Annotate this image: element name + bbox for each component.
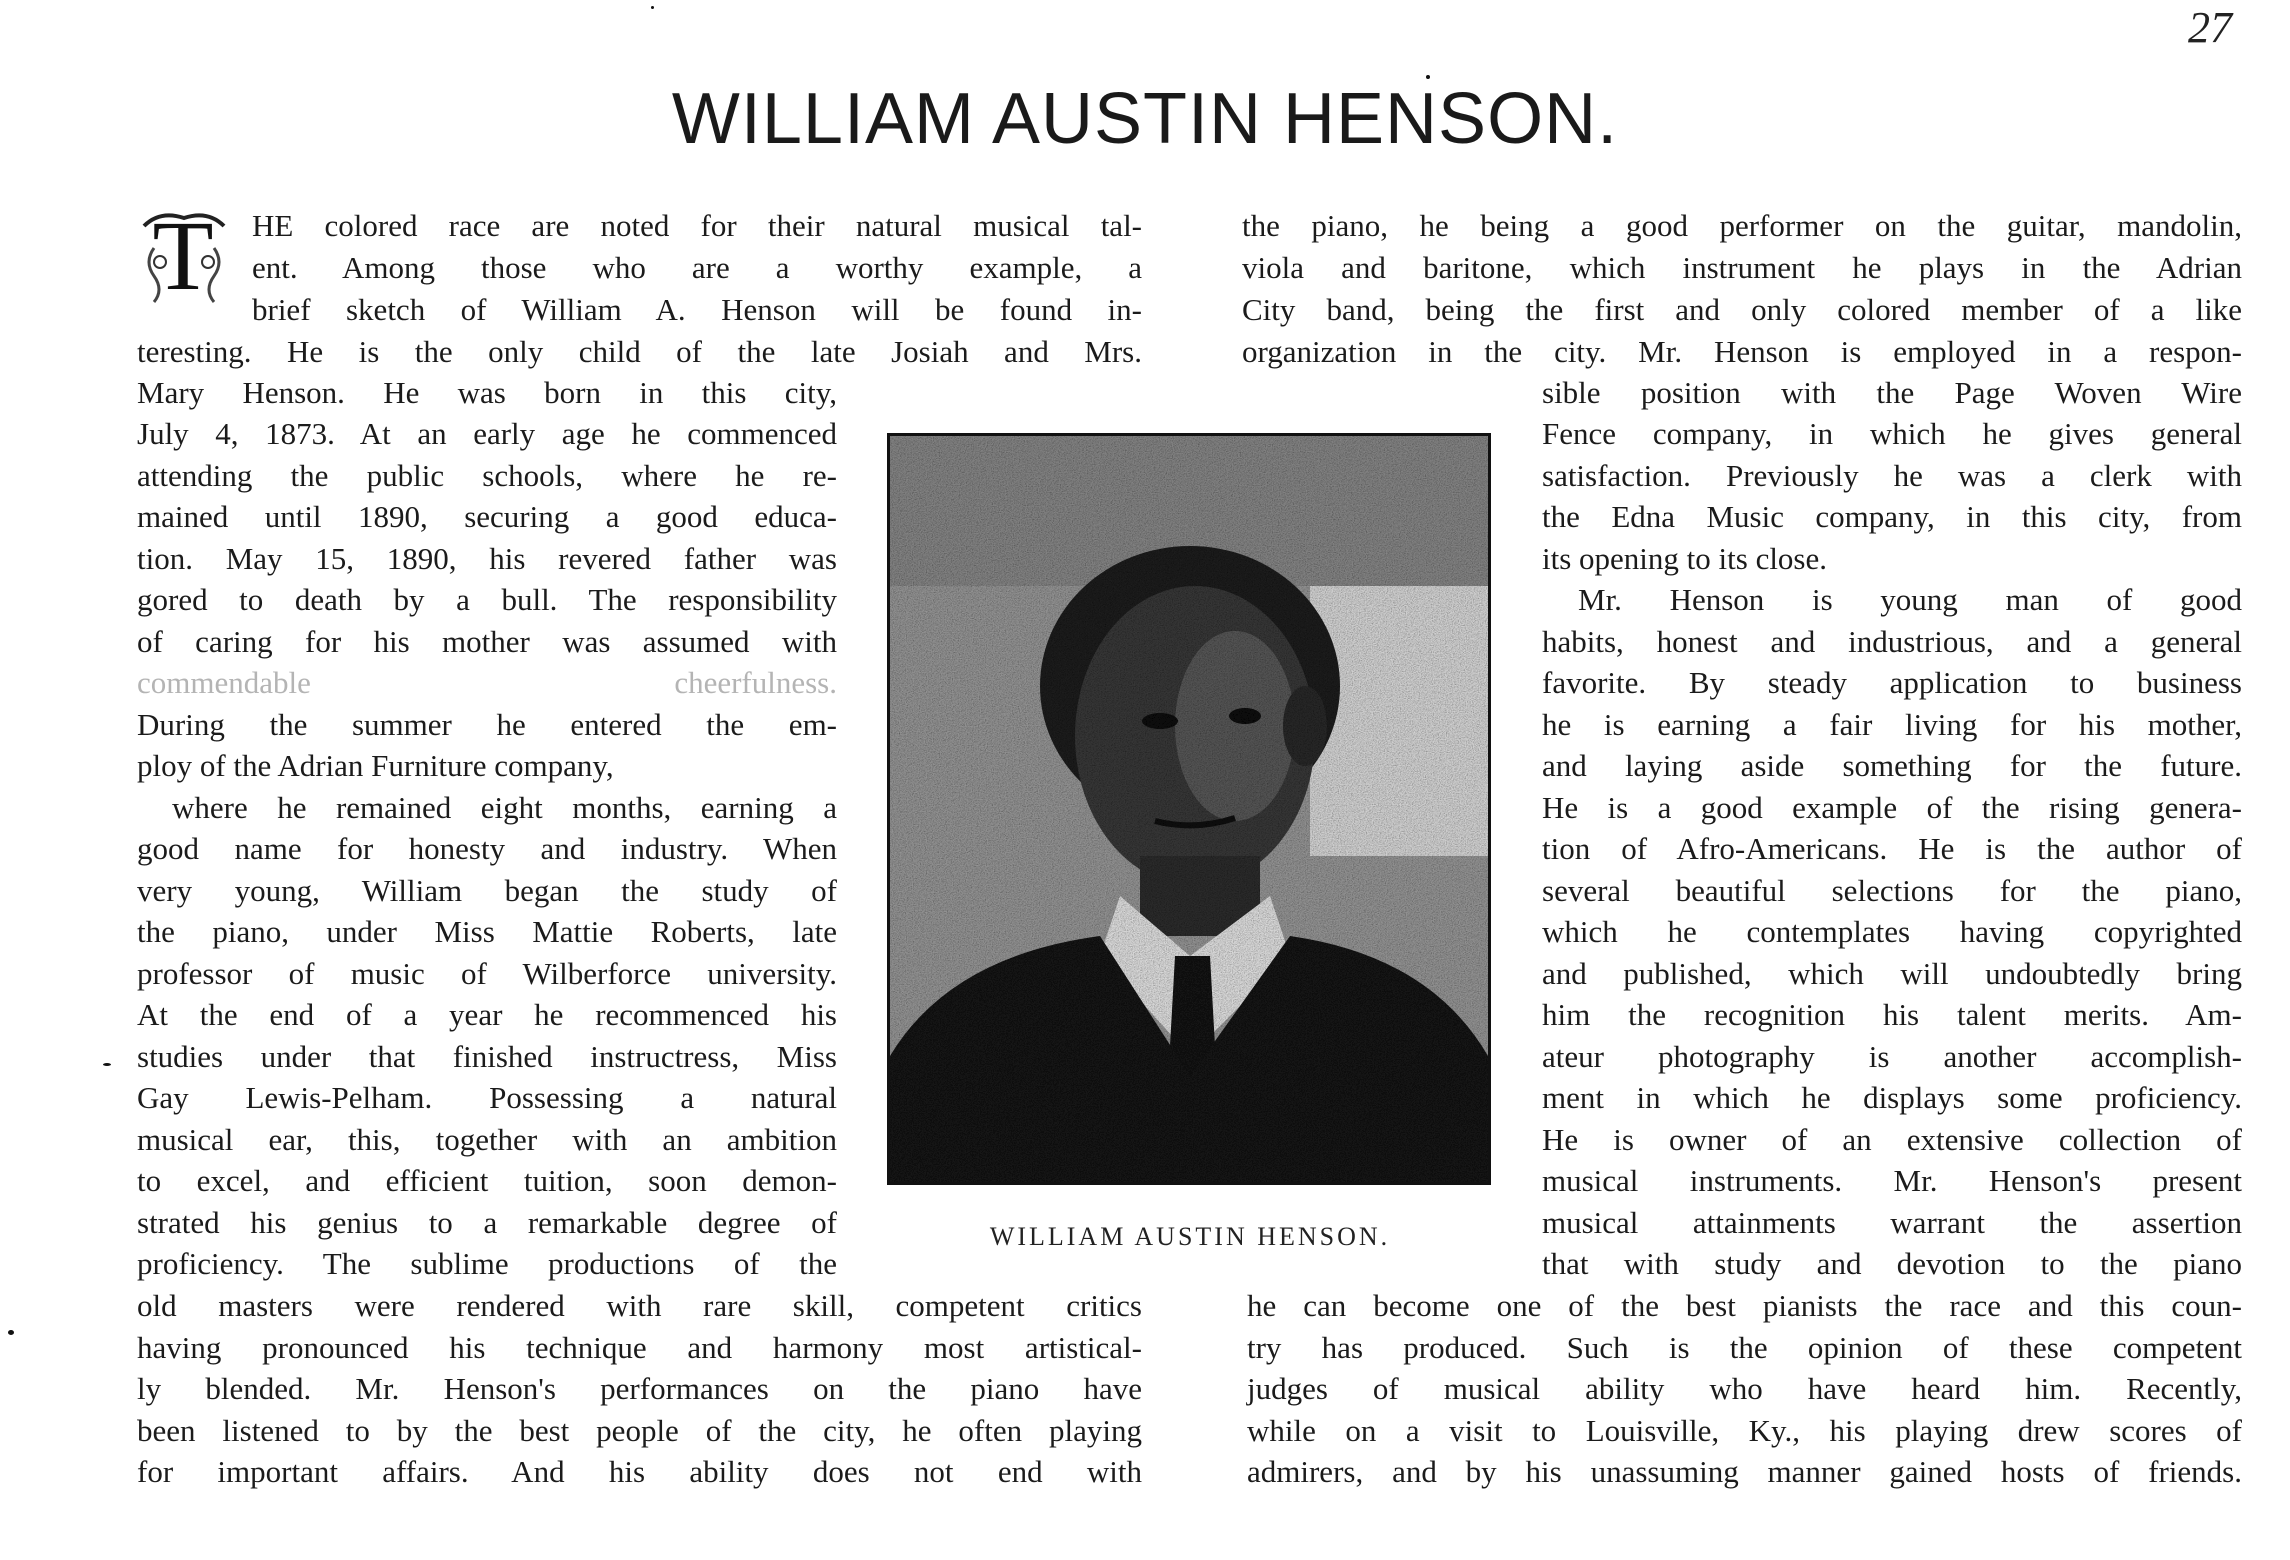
drop-cap: T (152, 200, 214, 311)
photo-caption: WILLIAM AUSTIN HENSON. (989, 1222, 1391, 1251)
text-line: favorite. By steady application to business (1542, 665, 2242, 700)
text-line: organization in the city. Mr. Henson is employed in a respon- (1242, 334, 2242, 369)
text-line: professor of music of Wilberforce university. (137, 956, 837, 991)
text-line: viola and baritone, which instrument he plays in the Adrian (1242, 250, 2242, 285)
text-line: that with study and devotion to the piano (1542, 1246, 2242, 1281)
scan-speck (651, 6, 654, 9)
text-line: several beautiful selections for the piano, (1542, 873, 2242, 908)
text-line: brief sketch of William A. Henson will be found in- (252, 292, 1142, 327)
text-line: teresting. He is the only child of the late Josiah and Mrs. (137, 334, 1142, 369)
text-line: good name for honesty and industry. When (137, 831, 837, 866)
text-line: which he contemplates having copyrighted (1542, 914, 2242, 949)
page-number: 27 (2188, 3, 2232, 52)
text-line: City band, being the first and only colored member of a like (1242, 292, 2242, 327)
text-line: At the end of a year he recommenced his (137, 997, 837, 1032)
text-line: and laying aside something for the future. (1542, 748, 2242, 783)
text-line: July 4, 1873. At an early age he commenced (137, 416, 837, 451)
text-line: old masters were rendered with rare skill, competent critics (137, 1288, 1142, 1323)
text-line: gored to death by a bull. The responsibility (137, 582, 837, 617)
text-line: He is owner of an extensive collection of (1542, 1122, 2242, 1157)
text-line: while on a visit to Louisville, Ky., his playing drew scores of (1247, 1413, 2242, 1448)
text-line: satisfaction. Previously he was a clerk with (1542, 458, 2242, 493)
text-line: ploy of the Adrian Furniture company, (137, 748, 614, 783)
text-line: ateur photography is another accomplish- (1542, 1039, 2242, 1074)
text-line: musical attainments warrant the assertion (1542, 1205, 2242, 1240)
article-headline: WILLIAM AUSTIN HENSON. (671, 79, 1619, 159)
text-line: and published, which will undoubtedly bring (1542, 956, 2242, 991)
text-line: Fence company, in which he gives general (1542, 416, 2242, 451)
text-line: musical instruments. Mr. Henson's present (1542, 1163, 2242, 1198)
text-line: Gay Lewis-Pelham. Possessing a natural (137, 1080, 837, 1115)
text-line: the Edna Music company, in this city, from (1542, 499, 2242, 534)
portrait-image (890, 436, 1488, 1182)
text-line: strated his genius to a remarkable degree of (137, 1205, 837, 1240)
text-line: ment in which he displays some proficiency. (1542, 1080, 2242, 1115)
text-line: proficiency. The sublime productions of the (137, 1246, 837, 1281)
text-line: Mr. Henson is young man of good (1578, 582, 2242, 617)
text-line: its opening to its close. (1542, 541, 1828, 576)
text-line: he is earning a fair living for his mother, (1542, 707, 2242, 742)
text-line: of caring for his mother was assumed with (137, 624, 837, 659)
portrait-photo (887, 433, 1491, 1185)
text-line: been listened to by the best people of the city, he often playing (137, 1413, 1142, 1448)
text-line: try has produced. Such is the opinion of these competent (1247, 1330, 2242, 1365)
scan-speck (8, 1330, 14, 1335)
text-line: to excel, and efficient tuition, soon demon- (137, 1163, 837, 1198)
text-line: tion. May 15, 1890, his revered father was (137, 541, 837, 576)
text-line: commendable cheerfulness. (137, 665, 837, 700)
text-line: Mary Henson. He was born in this city, (137, 375, 837, 410)
text-line: admirers, and by his unassuming manner gained hosts of friends. (1247, 1454, 2242, 1489)
text-line: tion of Afro-Americans. He is the author of (1542, 831, 2242, 866)
text-line: ent. Among those who are a worthy example, a (252, 250, 1142, 285)
text-line: where he remained eight months, earning a (172, 790, 837, 825)
text-line: During the summer he entered the em- (137, 707, 837, 742)
text-line: sible position with the Page Woven Wire (1542, 375, 2242, 410)
text-line: the piano, he being a good performer on the guitar, mandolin, (1242, 208, 2242, 243)
scan-speck (103, 1063, 111, 1066)
text-line: HE colored race are noted for their natural musical tal- (252, 208, 1142, 243)
text-line: having pronounced his technique and harmony most artistical- (137, 1330, 1142, 1365)
scan-speck (1426, 75, 1430, 79)
text-line: he can become one of the best pianists the race and this coun- (1247, 1288, 2242, 1323)
text-line: him the recognition his talent merits. Am- (1542, 997, 2242, 1032)
text-line: very young, William began the study of (137, 873, 837, 908)
text-line: musical ear, this, together with an ambition (137, 1122, 837, 1157)
text-line: attending the public schools, where he re- (137, 458, 837, 493)
text-line: He is a good example of the rising genera- (1542, 790, 2242, 825)
text-line: ly blended. Mr. Henson's performances on the piano have (137, 1371, 1142, 1406)
text-line: for important affairs. And his ability does not end with (137, 1454, 1142, 1489)
text-line: studies under that finished instructress, Miss (137, 1039, 837, 1074)
text-line: habits, honest and industrious, and a general (1542, 624, 2242, 659)
text-line: judges of musical ability who have heard him. Recently, (1247, 1371, 2242, 1406)
text-line: the piano, under Miss Mattie Roberts, late (137, 914, 837, 949)
text-line: mained until 1890, securing a good educa- (137, 499, 837, 534)
